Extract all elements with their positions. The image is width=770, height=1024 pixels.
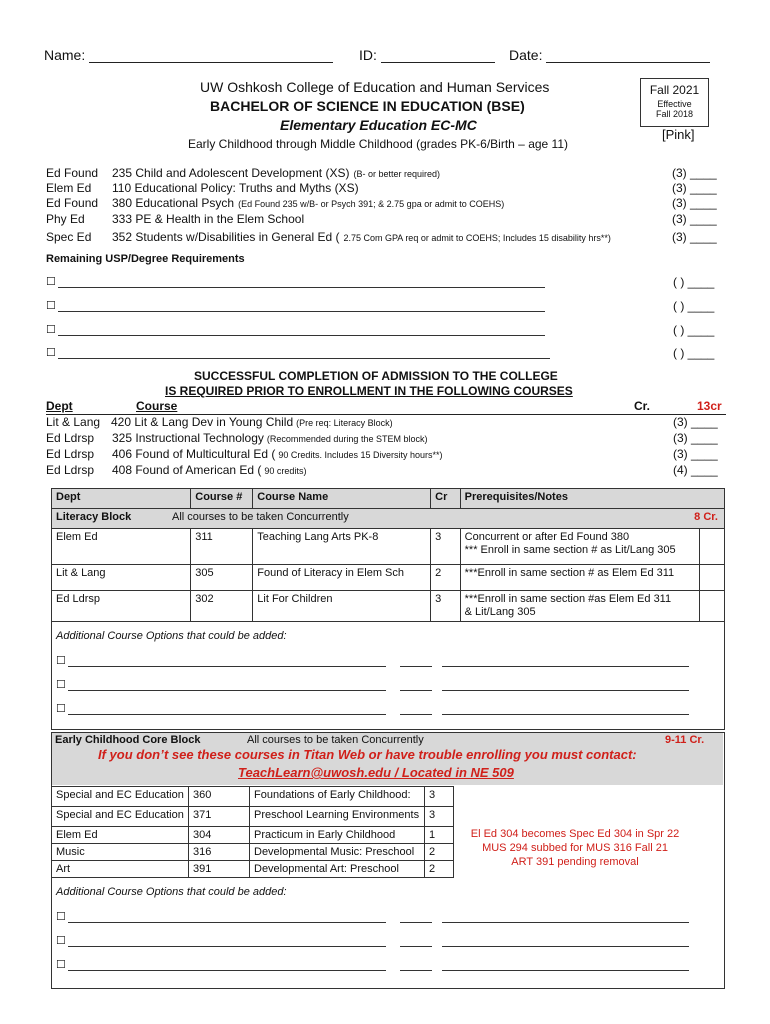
cell-dept: Music [52,844,189,861]
cell-notes [460,529,699,565]
course-credit-blank[interactable]: (3) ____ [672,230,717,244]
cell-course-name: Foundations of Early Childhood: [250,787,425,807]
checkbox[interactable]: ☐ [46,276,56,288]
table-row [52,861,454,878]
cell-credits: 3 [431,529,460,565]
cell-course-name: Developmental Art: Preschool [250,861,425,878]
additional-note-line[interactable] [442,970,689,971]
requirement-credit-blank[interactable]: ( ) ____ [673,275,715,289]
cell-dept: Art [52,861,189,878]
college-name: UW Oshkosh College of Education and Human Services [200,79,550,95]
admission-line2: IS REQUIRED PRIOR TO ENROLLMENT IN THE FOLLOWING COURSES [165,384,573,398]
cell-notes [460,565,699,591]
course-title: 380 Educational Psych [112,196,235,210]
course-credit-blank[interactable]: (3) ____ [673,447,718,461]
additional-credit-line[interactable] [400,970,432,971]
course-row [112,447,443,461]
additional-course-line[interactable] [68,666,386,667]
cell-credits: 2 [431,565,460,591]
cell-credits: 1 [425,827,454,844]
date-field[interactable] [509,47,710,63]
literacy-table [51,488,725,622]
table-row [52,565,725,591]
cell-course-name: Preschool Learning Environments [250,807,425,827]
remaining-title: Remaining USP/Degree Requirements [46,253,245,265]
checkbox[interactable]: ☐ [56,655,66,667]
cell-course-num: 311 [191,529,253,565]
ec-table [51,786,454,878]
course-dept: Ed Ldrsp [46,431,95,445]
checkbox[interactable]: ☐ [46,347,56,359]
id-label: ID: [359,47,377,63]
admission-total-credits: 13cr [697,399,722,413]
name-line[interactable] [89,49,333,63]
additional-credit-line[interactable] [400,714,432,715]
ec-block-title: Early Childhood Core Block [55,734,201,746]
course-row [112,431,427,445]
effective-term: Fall 2018 [655,109,694,119]
col-name-header: Course Name [253,489,431,509]
course-credit-blank[interactable]: (3) ____ [673,431,718,445]
ec-note-line: ART 391 pending removal [511,856,639,868]
course-note: (Ed Found 235 w/B- or Psych 391; & 2.75 gpa or admit to COEHS) [238,199,505,209]
ec-note-line: MUS 294 subbed for MUS 316 Fall 21 [482,842,668,854]
course-dept: Lit & Lang [46,415,101,429]
additional-note-line[interactable] [442,690,689,691]
name-field[interactable] [44,47,333,63]
course-dept: Spec Ed [46,230,92,244]
cell-dept: Lit & Lang [52,565,191,591]
course-dept: Ed Ldrsp [46,447,95,461]
additional-note-line[interactable] [442,922,689,923]
ec-warning: If you don’t see these courses in Titan Web or have trouble enrolling you must contact: [98,747,637,762]
cell-credits: 2 [425,861,454,878]
table-row [52,827,454,844]
additional-course-line[interactable] [68,946,386,947]
cell-credits: 3 [425,807,454,827]
table-row [52,807,454,827]
cell-credits: 2 [425,844,454,861]
cell-course-num: 391 [189,861,250,878]
additional-course-line[interactable] [68,970,386,971]
course-dept: Ed Found [46,166,99,180]
note-line: Concurrent or after Ed Found 380 [464,531,630,543]
additional-course-line[interactable] [68,714,386,715]
cell-course-name: Found of Literacy in Elem Sch [253,565,431,591]
course-row [112,166,440,180]
literacy-additional-label: Additional Course Options that could be added: [56,630,287,642]
admission-course-header: Course [136,399,178,413]
cell-course-num: 316 [189,844,250,861]
checkbox[interactable]: ☐ [56,959,66,971]
requirement-credit-blank[interactable]: ( ) ____ [673,299,715,313]
course-dept: Ed Ldrsp [46,463,95,477]
course-credit-blank[interactable]: (3) ____ [672,212,717,226]
requirement-line[interactable] [58,311,545,312]
course-title: 333 PE & Health in the Elem School [112,212,305,226]
additional-credit-line[interactable] [400,666,432,667]
note-line: *** Enroll in same section # as Lit/Lang 305 [464,544,676,556]
course-title: 406 Found of Multicultural Ed ( [112,447,276,461]
ec-notes [455,827,695,869]
cell-course-name: Lit For Children [253,591,431,622]
note-line: & Lit/Lang 305 [464,606,536,618]
cell-course-num: 304 [189,827,250,844]
table-row [52,591,725,622]
ec-contact-email[interactable]: TeachLearn@uwosh.edu / Located in NE 509 [238,765,514,780]
cell-course-num: 302 [191,591,253,622]
term-label: Fall 2021 [649,83,700,97]
course-note: (Recommended during the STEM block) [266,434,428,444]
course-dept: Elem Ed [46,181,92,195]
term-box [640,78,709,127]
cell-dept: Special and EC Education [52,787,189,807]
course-credit-blank[interactable]: (3) ____ [672,166,717,180]
checkbox[interactable]: ☐ [46,324,56,336]
table-row [52,787,454,807]
effective-label: Effective [657,99,692,109]
cell-course-num: 360 [189,787,250,807]
additional-credit-line[interactable] [400,946,432,947]
course-note: 90 Credits. Includes 15 Diversity hours**) [278,450,443,460]
literacy-block-title: Literacy Block [56,511,132,523]
additional-note-line[interactable] [442,714,689,715]
course-credit-blank[interactable]: (3) ____ [672,196,717,210]
checkbox[interactable]: ☐ [56,703,66,715]
requirement-line[interactable] [58,358,550,359]
course-title: 325 Instructional Technology [112,431,264,445]
course-row [111,415,393,429]
table-row [52,844,454,861]
course-credit-blank[interactable]: (4) ____ [673,463,718,477]
course-title: 110 Educational Policy: Truths and Myths (XS) [112,181,359,195]
id-line[interactable] [381,49,495,63]
admission-cr-header: Cr. [634,399,651,413]
date-label: Date: [509,47,543,63]
checkbox[interactable]: ☐ [56,935,66,947]
cell-course-name: Teaching Lang Arts PK-8 [253,529,431,565]
course-title: 420 Lit & Lang Dev in Young Child [111,415,294,429]
ec-block-credits: 9-11 Cr. [665,734,705,746]
literacy-block-note: All courses to be taken Concurrently [172,511,349,523]
cell-course-name: Practicum in Early Childhood [250,827,425,844]
ec-block-note: All courses to be taken Concurrently [247,734,424,746]
cell-dept: Elem Ed [52,529,191,565]
col-notes-header: Prerequisites/Notes [460,489,724,509]
course-credit-blank[interactable]: (3) ____ [673,415,718,429]
course-credit-blank[interactable]: (3) ____ [672,181,717,195]
cell-dept: Elem Ed [52,827,189,844]
program-subtitle: Early Childhood through Middle Childhood (grades PK-6/Birth – age 11) [188,137,568,151]
check-cell[interactable] [699,529,724,565]
checkbox[interactable]: ☐ [46,300,56,312]
program-title: Elementary Education EC-MC [280,117,477,133]
requirement-line[interactable] [58,335,545,336]
cell-notes [460,591,699,622]
date-line[interactable] [546,49,710,63]
course-note: (B- or better required) [353,169,441,179]
course-dept: Phy Ed [46,212,85,226]
additional-course-line[interactable] [68,690,386,691]
additional-credit-line[interactable] [400,690,432,691]
note-line: ***Enroll in same section # as Elem Ed 311 [464,567,675,579]
id-field[interactable] [359,47,495,63]
requirement-line[interactable] [58,287,545,288]
cell-dept: Special and EC Education [52,807,189,827]
requirement-credit-blank[interactable]: ( ) ____ [673,323,715,337]
checkbox[interactable]: ☐ [56,679,66,691]
course-title: 408 Found of American Ed ( [112,463,262,477]
course-note: 2.75 Com GPA req or admit to COEHS; Includes 15 disability hrs**) [343,233,611,243]
course-title: 352 Students w/Disabilities in General Ed ( [112,230,340,244]
course-dept: Ed Found [46,196,99,210]
literacy-block-credits: 8 Cr. [694,511,718,523]
course-row [112,463,306,477]
additional-course-line[interactable] [68,922,386,923]
cell-course-name: Developmental Music: Preschool [250,844,425,861]
note-line: ***Enroll in same section #as Elem Ed 311 [464,593,672,605]
col-num-header: Course # [191,489,253,509]
color-tag: [Pink] [662,127,695,142]
course-title: 235 Child and Adolescent Development (XS) [112,166,350,180]
cell-credits: 3 [425,787,454,807]
table-row [52,529,725,565]
course-row [112,212,308,226]
course-note: 90 credits) [264,466,307,476]
course-row [112,196,504,210]
cell-course-num: 305 [191,565,253,591]
additional-note-line[interactable] [442,666,689,667]
additional-note-line[interactable] [442,946,689,947]
ec-note-line: El Ed 304 becomes Spec Ed 304 in Spr 22 [470,828,680,840]
cell-credits: 3 [431,591,460,622]
degree-title: BACHELOR OF SCIENCE IN EDUCATION (BSE) [210,98,525,114]
ec-additional-label: Additional Course Options that could be added: [56,886,287,898]
check-cell[interactable] [699,565,724,591]
course-row [112,230,611,244]
col-dept-header: Dept [52,489,191,509]
col-cr-header: Cr [431,489,460,509]
admission-line1: SUCCESSFUL COMPLETION OF ADMISSION TO THE COLLEGE [194,369,558,383]
name-label: Name: [44,47,86,63]
check-cell[interactable] [699,591,724,622]
course-note: (Pre req: Literacy Block) [296,418,393,428]
additional-credit-line[interactable] [400,922,432,923]
cell-dept: Ed Ldrsp [52,591,191,622]
cell-course-num: 371 [189,807,250,827]
course-row [112,181,363,195]
checkbox[interactable]: ☐ [56,911,66,923]
requirement-credit-blank[interactable]: ( ) ____ [673,346,715,360]
admission-dept-header: Dept [46,399,73,413]
literacy-block-header [52,509,725,529]
